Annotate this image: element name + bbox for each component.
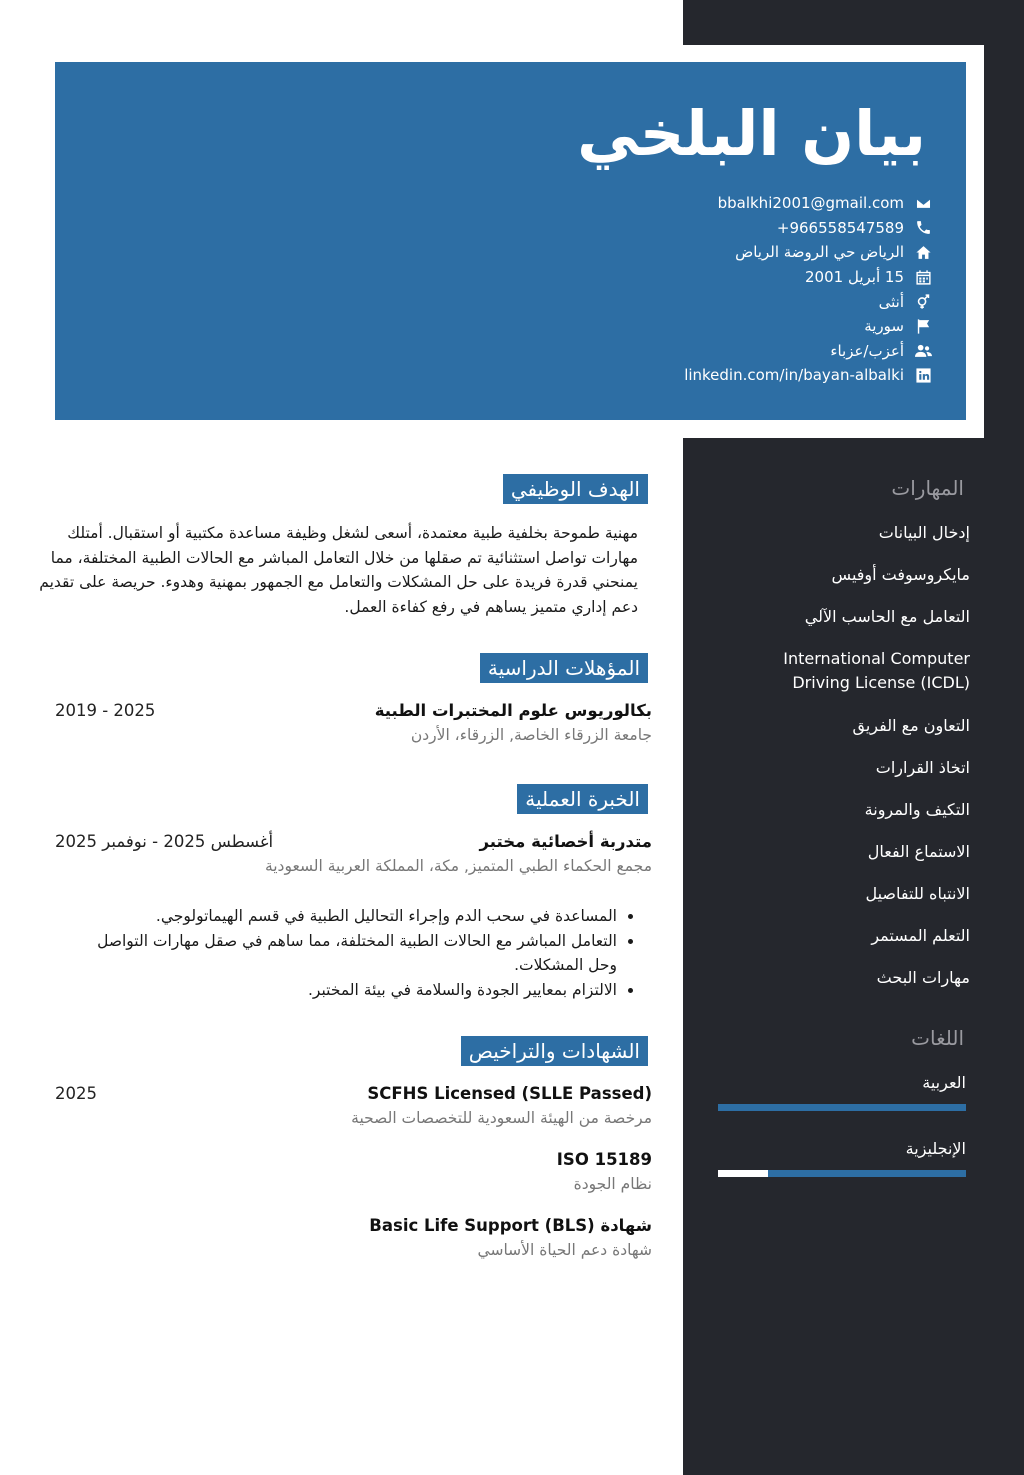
contact-linkedin-text: linkedin.com/in/bayan-albalki (684, 366, 904, 385)
cert-1-date: 2025 (55, 1084, 97, 1103)
contact-marital (684, 339, 932, 364)
contact-nationality (684, 314, 932, 339)
cert-1-name: SCFHS Licensed (SLLE Passed) (367, 1084, 652, 1103)
objective-title: الهدف الوظيفي (503, 474, 648, 504)
experience-role: متدربة أخصائية مختبر (479, 832, 652, 851)
certifications-title: الشهادات والتراخيص (461, 1036, 648, 1066)
cert-2-name: ISO 15189 (556, 1150, 652, 1169)
contact-phone[interactable] (684, 216, 932, 241)
contact-address (684, 240, 932, 265)
skill-item: اتخاذ القرارات (875, 758, 970, 777)
skill-item: الاستماع الفعال (867, 842, 970, 861)
cert-3-desc: شهادة دعم الحياة الأساسي (477, 1241, 652, 1259)
experience-title: الخبرة العملية (517, 784, 648, 814)
education-school: جامعة الزرقاء الخاصة, الزرقاء، الأردن (410, 726, 652, 744)
language-english-bar-fill (718, 1170, 768, 1177)
contact-list (684, 191, 932, 388)
cert-2-desc: نظام الجودة (573, 1175, 652, 1193)
education-title: المؤهلات الدراسية (480, 653, 648, 683)
candidate-name: بيان البلخي (577, 97, 926, 170)
contact-birthdate (684, 265, 932, 290)
experience-org: مجمع الحكماء الطبي المتميز, مكة، المملكة العربية السعودية (264, 857, 652, 875)
list-item: • الالتزام بمعايير الجودة والسلامة في بيئة المختبر. (77, 978, 617, 1003)
contact-address-text: الرياض حي الروضة الرياض (735, 243, 904, 262)
language-english-bar (718, 1170, 966, 1177)
contact-birthdate-text: 15 أبريل 2001 (805, 268, 904, 287)
contact-gender (684, 289, 932, 314)
list-item: • التعامل المباشر مع الحالات الطبية المختلفة، مما ساهم في صقل مهارات التواصل وحل المشكلات. (77, 929, 617, 978)
language-arabic: العربية (922, 1073, 966, 1092)
linkedin-icon (914, 366, 932, 384)
contact-phone-text: +966558547589 (776, 218, 904, 237)
cert-3-name: شهادة Basic Life Support (BLS) (369, 1216, 652, 1235)
skill-item: التعلم المستمر (871, 926, 970, 945)
contact-email[interactable] (684, 191, 932, 216)
language-arabic-bar (718, 1104, 966, 1111)
skill-item: الانتباه للتفاصيل (865, 884, 970, 903)
envelope-icon (914, 194, 932, 212)
users-icon (914, 342, 932, 360)
gender-icon (914, 293, 932, 311)
objective-text: مهنية طموحة بخلفية طبية معتمدة، أسعى لشغل وظيفة مساعدة مكتبية أو استقبال. أمتلك مهارات تواصل استثنائية تم صقلها من خلال التعامل المباشر مع الحالات الطبية المختلفة، مما يمنحني قدرة فريدة على حل المشكلات والتعامل مع الجمهور بمهنية وهدوء. حريصة على تقديم دعم إداري متميز يساهم في رفع كفاءة العمل. (39, 524, 638, 616)
languages-title: اللغات (911, 1026, 964, 1050)
skill-item: مايكروسوفت أوفيس (831, 565, 970, 584)
contact-gender-text: أنثى (878, 292, 904, 311)
skill-item: مهارات البحث (876, 968, 970, 987)
home-icon (914, 243, 932, 261)
phone-icon (914, 219, 932, 237)
education-degree: بكالوريوس علوم المختبرات الطبية (374, 701, 652, 720)
skill-item: التكيف والمرونة (864, 800, 970, 819)
education-dates: 2019 - 2025 (55, 701, 156, 720)
contact-nationality-text: سورية (864, 317, 904, 336)
calendar-icon (914, 268, 932, 286)
flag-icon (914, 317, 932, 335)
contact-email-text: bbalkhi2001@gmail.com (717, 194, 904, 213)
skill-item: التعامل مع الحاسب الآلي (804, 607, 970, 626)
experience-dates: أغسطس 2025 - نوفمبر 2025 (55, 832, 274, 851)
cert-1-desc: مرخصة من الهيئة السعودية للتخصصات الصحية (351, 1109, 652, 1127)
skill-item: إدخال البيانات (878, 523, 970, 542)
skill-item: International Computer Driving License (ICDL) (783, 649, 970, 692)
experience-bullets (77, 904, 639, 1002)
skills-title: المهارات (891, 476, 964, 500)
skill-item: التعاون مع الفريق (852, 716, 970, 735)
contact-linkedin[interactable] (684, 363, 932, 388)
list-item: • المساعدة في سحب الدم وإجراء التحاليل الطبية في قسم الهيماتولوجي. (77, 904, 617, 929)
contact-marital-text: أعزب/عزباء (830, 341, 904, 360)
language-english: الإنجليزية (905, 1139, 966, 1158)
